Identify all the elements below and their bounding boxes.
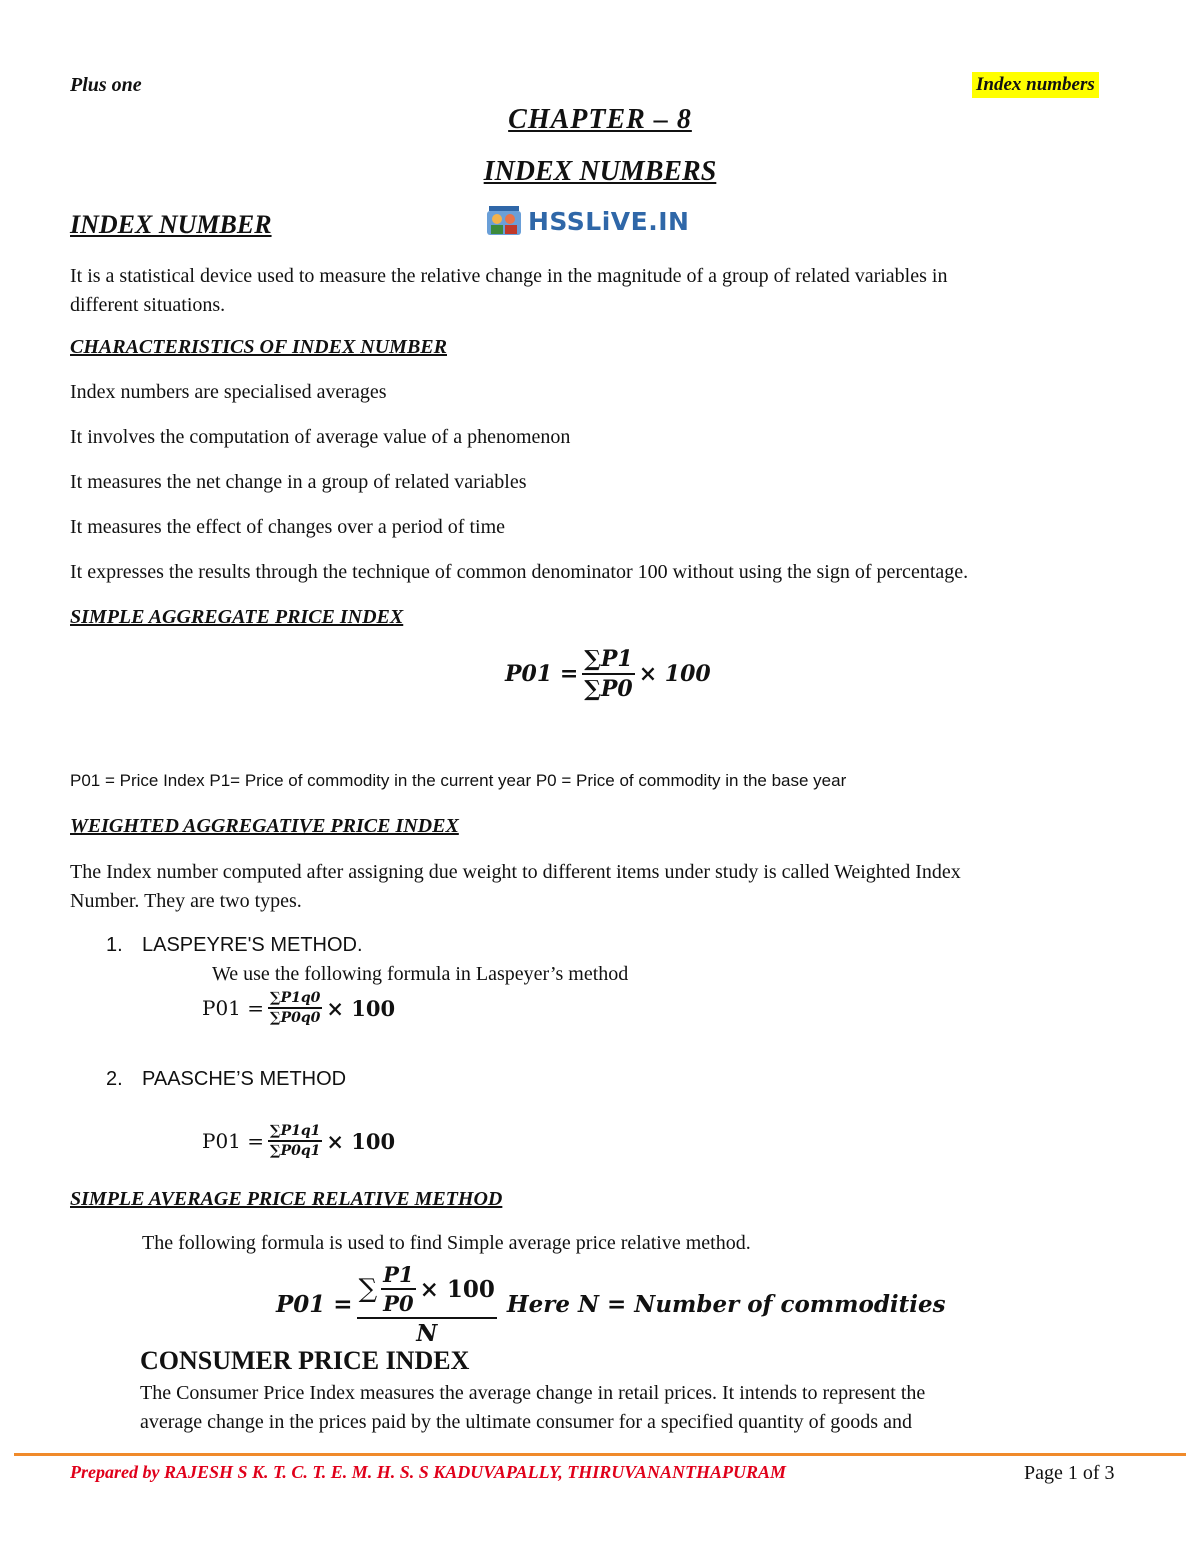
- formula-fraction: [268, 1123, 322, 1159]
- formula-times: × 100: [326, 1128, 396, 1154]
- formula-outer-numerator: [357, 1262, 497, 1319]
- laspeyre-note: We use the following formula in Laspeyer’s method: [212, 963, 629, 985]
- weighted-heading: WEIGHTED AGGREGATIVE PRICE INDEX: [70, 815, 459, 837]
- formula-denominator: ∑P0q0: [270, 1010, 321, 1026]
- formula-times: × 100: [638, 661, 711, 687]
- laspeyre-formula: [202, 990, 395, 1026]
- weighted-desc-line-2: Number. They are two types.: [70, 890, 302, 912]
- chapter-subtitle: INDEX NUMBERS: [483, 156, 717, 187]
- characteristics-heading: CHARACTERISTICS OF INDEX NUMBER: [70, 336, 447, 358]
- sigma-symbol: ∑: [358, 1274, 378, 1304]
- header-left: Plus one: [70, 74, 142, 96]
- formula-outer-denominator: N: [416, 1320, 438, 1347]
- formula-fraction: [582, 646, 634, 702]
- cpi-heading: CONSUMER PRICE INDEX: [140, 1346, 470, 1375]
- symbol-definitions: P01 = Price Index P1= Price of commodity in the current year P0 = Price of commodity in the base year: [70, 771, 847, 790]
- characteristic-item: It expresses the results through the technique of common denominator 100 without using the sign of percentage.: [70, 561, 969, 583]
- footer-divider: [14, 1453, 1186, 1456]
- formula-inner-numerator: P1: [381, 1262, 415, 1290]
- formula-fraction: [268, 990, 322, 1026]
- formula-times: × 100: [419, 1275, 495, 1303]
- hsslive-logo-text: HSSLiVE.IN: [528, 206, 690, 236]
- simple-aggregate-formula: [505, 646, 711, 702]
- page-number: Page 1 of 3: [1024, 1462, 1115, 1484]
- formula-lhs: P01 =: [505, 661, 579, 687]
- hsslive-logo-icon: [486, 205, 522, 237]
- formula-outer-fraction: [357, 1262, 497, 1347]
- hsslive-logo: [486, 204, 689, 238]
- formula-lhs: P01 =: [202, 996, 265, 1020]
- characteristic-item: It measures the net change in a group of related variables: [70, 471, 527, 493]
- characteristic-item: Index numbers are specialised averages: [70, 381, 387, 403]
- simple-average-desc: The following formula is used to find Simple average price relative method.: [142, 1232, 751, 1254]
- definition-line-1: It is a statistical device used to measure the relative change in the magnitude of a group of related variables in: [70, 265, 948, 287]
- laspeyre-title: LASPEYRE'S METHOD.: [142, 934, 363, 956]
- formula-inner-fraction: [381, 1262, 415, 1316]
- paasche-title: PAASCHE’S METHOD: [142, 1068, 347, 1090]
- formula-inner-denominator: P0: [383, 1291, 414, 1316]
- simple-aggregate-heading: SIMPLE AGGREGATE PRICE INDEX: [70, 606, 404, 628]
- formula-numerator: ∑P1: [582, 646, 634, 675]
- characteristic-item: It measures the effect of changes over a period of time: [70, 516, 505, 538]
- weighted-desc-line-1: The Index number computed after assigning due weight to different items under study is called Weighted Index: [70, 861, 961, 883]
- formula-denominator: ∑P0q1: [270, 1143, 321, 1159]
- footer-prepared-by: Prepared by RAJESH S K. T. C. T. E. M. H. S. S KADUVAPALLY, THIRUVANANTHAPURAM: [70, 1462, 786, 1482]
- list-number: 2.: [106, 1068, 123, 1090]
- characteristic-item: It involves the computation of average value of a phenomenon: [70, 426, 571, 448]
- paasche-formula: [202, 1123, 395, 1159]
- index-number-heading: INDEX NUMBER: [70, 210, 272, 239]
- formula-denominator: ∑P0: [584, 676, 633, 702]
- cpi-line-2: average change in the prices paid by the ultimate consumer for a specified quantity of goods and: [140, 1411, 912, 1433]
- simple-average-heading: SIMPLE AVERAGE PRICE RELATIVE METHOD: [70, 1188, 503, 1210]
- chapter-title: CHAPTER – 8: [508, 104, 692, 135]
- formula-note: Here N = Number of commodities: [506, 1291, 946, 1318]
- header-right-highlight: Index numbers: [972, 72, 1099, 98]
- cpi-line-1: The Consumer Price Index measures the average change in retail prices. It intends to represent the: [140, 1382, 926, 1404]
- simple-average-formula: [276, 1262, 946, 1347]
- list-number: 1.: [106, 934, 123, 956]
- formula-lhs: P01 =: [276, 1291, 353, 1318]
- formula-times: × 100: [326, 995, 396, 1021]
- formula-numerator: ∑P1q1: [268, 1123, 322, 1142]
- formula-lhs: P01 =: [202, 1129, 265, 1153]
- formula-numerator: ∑P1q0: [268, 990, 322, 1009]
- definition-line-2: different situations.: [70, 294, 226, 316]
